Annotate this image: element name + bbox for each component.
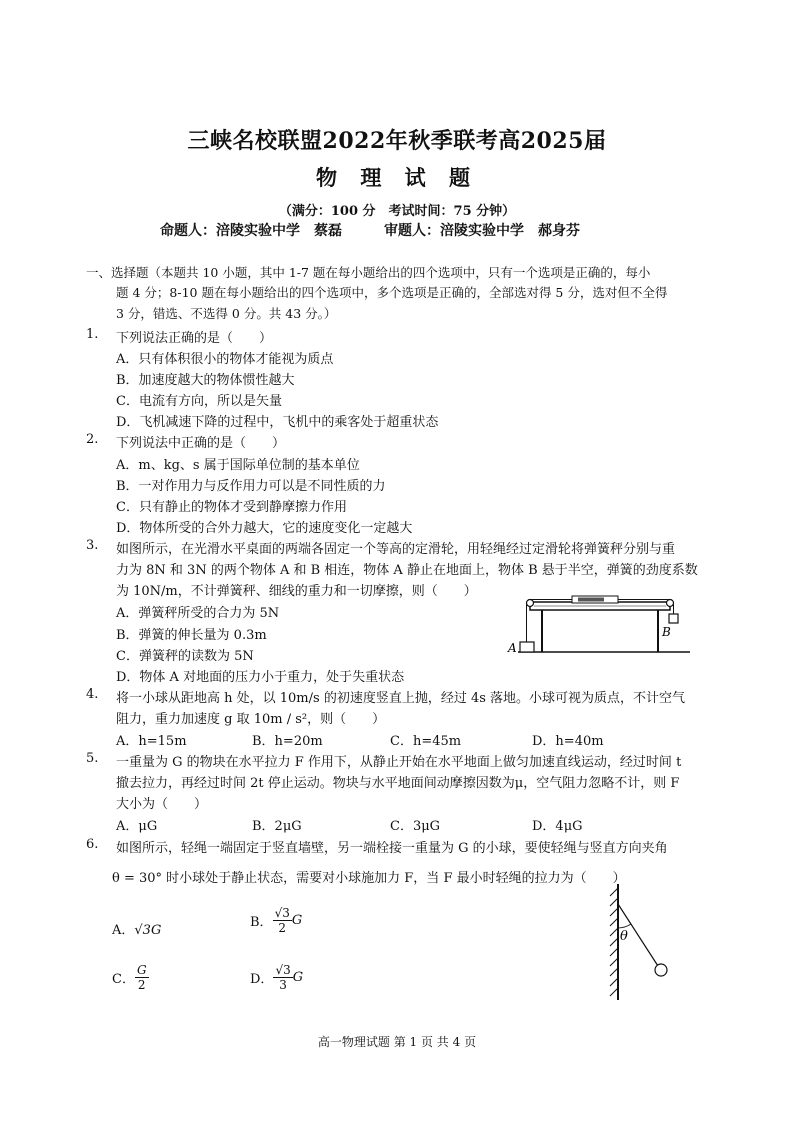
question-4-option-b: B．h=20m	[252, 734, 323, 749]
question-5-line-1: 一重量为 G 的物块在水平拉力 F 作用下，从静止开始在水平地面上做匀加速直线运动，经过时间 t	[116, 755, 682, 770]
question-5-option-a: A．μG	[116, 819, 158, 834]
question-6-option-d-numerator: √3	[275, 963, 291, 977]
question-6-option-c-fraction	[135, 963, 149, 992]
question-5-option-c: C．3μG	[390, 819, 441, 834]
question-3-figure	[500, 590, 700, 665]
exam-authors: 命题人：涪陵实验中学 蔡磊 审题人：涪陵实验中学 郝身芬	[160, 223, 580, 239]
question-6-option-c	[112, 963, 149, 992]
question-4-number: 4.	[86, 687, 99, 702]
question-3-label-a: A	[508, 641, 517, 655]
question-6-option-c-numerator: G	[136, 963, 147, 977]
question-4-option-c: C．h=45m	[390, 734, 462, 749]
question-5-option-b: B．2μG	[252, 819, 302, 834]
question-3-line-3: 为 10N/m，不计弹簧秤、细线的重力和一切摩擦，则（ ）	[116, 584, 477, 599]
question-5-number: 5.	[86, 751, 99, 766]
question-6-option-a	[112, 919, 161, 938]
question-2-stem: 下列说法中正确的是（ ）	[116, 436, 286, 451]
question-6-option-b-letter: B．	[250, 915, 273, 930]
question-3-option-b: B．弹簧的伸长量为 0.3m	[116, 628, 267, 643]
question-4-line-1: 将一小球从距地高 h 处，以 10m/s 的初速度竖直上抛，经过 4s 落地。小球可视为质点，不计空气	[116, 691, 686, 706]
question-3-number: 3.	[86, 538, 99, 553]
question-2-option-b: B．一对作用力与反作用力可以是不同性质的力	[116, 479, 386, 494]
question-4-line-2: 阻力，重力加速度 g 取 10m / s²，则（ ）	[116, 712, 386, 727]
question-3-option-d: D．物体 A 对地面的压力小于重力，处于失重状态	[116, 670, 405, 685]
question-1-option-c: C．电流有方向，所以是矢量	[116, 394, 282, 409]
question-6-option-d-letter: D．	[250, 972, 274, 987]
question-6-option-b	[250, 906, 302, 935]
section-1-intro-line-3: 3 分，错选、不选得 0 分。共 43 分。）	[116, 306, 337, 321]
exam-meta: （满分：100 分 考试时间：75 分钟）	[278, 204, 516, 219]
question-6-number: 6.	[86, 837, 99, 852]
question-6-option-c-letter: C．	[112, 972, 135, 987]
question-3-option-a: A．弹簧秤所受的合力为 5N	[116, 606, 280, 621]
question-2-option-d: D．物体所受的合外力越大，它的速度变化一定越大	[116, 521, 413, 536]
question-6-option-d-denominator: 3	[279, 978, 287, 992]
question-5-line-3: 大小为（ ）	[116, 797, 208, 812]
question-6-option-a-letter: A．	[112, 923, 135, 938]
question-6-option-b-g: G	[291, 913, 303, 928]
question-5-option-d: D．4μG	[532, 819, 583, 834]
question-3-line-1: 如图所示，在光滑水平桌面的两端各固定一个等高的定滑轮，用轻绳经过定滑轮将弹簧秤分别与重	[116, 542, 676, 557]
question-1-stem: 下列说法正确的是（ ）	[116, 331, 273, 346]
exam-subject: 物 理 试 题	[316, 165, 478, 190]
question-1-option-a: A．只有体积很小的物体才能视为质点	[116, 352, 334, 367]
question-1-option-b: B．加速度越大的物体惯性越大	[116, 373, 295, 388]
question-6-figure	[598, 884, 678, 1002]
page-title: 三峡名校联盟2022年秋季联考高2025届	[187, 128, 607, 154]
question-6-option-b-fraction	[273, 906, 292, 935]
question-5-line-2: 撤去拉力，再经过时间 2t 停止运动。物块与水平地面间动摩擦因数为μ，空气阻力忽略不计，则 F	[116, 776, 680, 791]
question-4-option-d: D．h=40m	[532, 734, 604, 749]
question-2-number: 2.	[86, 432, 99, 447]
question-6-line-2: θ = 30° 时小球处于静止状态，需要对小球施加力 F，当 F 最小时轻绳的拉力为（ ）	[112, 871, 626, 886]
page-footer: 高一物理试题 第 1 页 共 4 页	[317, 1035, 477, 1049]
question-3-line-2: 力为 8N 和 3N 的两个物体 A 和 B 相连，物体 A 静止在地面上，物体 B 悬于半空，弹簧的劲度系数	[116, 563, 698, 578]
question-6-option-d	[250, 963, 303, 992]
question-6-option-d-fraction	[273, 963, 292, 992]
section-1-intro-line-2: 题 4 分；8-10 题在每小题给出的四个选项中，多个选项是正确的，全部选对得 5 分，选对但不全得	[116, 285, 668, 300]
question-3-option-c: C．弹簧秤的读数为 5N	[116, 649, 254, 664]
question-6-option-d-g: G	[292, 970, 304, 985]
question-6-option-b-denominator: 2	[278, 921, 287, 935]
question-2-option-c: C．只有静止的物体才受到静摩擦力作用	[116, 500, 347, 515]
question-6-theta-label: θ	[620, 929, 628, 944]
question-6-option-c-denominator: 2	[137, 978, 146, 992]
question-1-option-d: D．飞机减速下降的过程中，飞机中的乘客处于超重状态	[116, 415, 439, 430]
question-1-number: 1.	[86, 327, 99, 342]
question-6-option-b-numerator: √3	[274, 906, 290, 920]
question-6-line-1: 如图所示，轻绳一端固定于竖直墙壁，另一端栓接一重量为 G 的小球，要使轻绳与竖直方向夹角	[116, 841, 668, 856]
question-4-option-a: A．h=15m	[116, 734, 187, 749]
question-6-option-a-value: √3G	[134, 923, 162, 938]
question-2-option-a: A．m、kg、s 属于国际单位制的基本单位	[116, 458, 360, 473]
section-1-intro-line-1: 一、选择题（本题共 10 小题，其中 1-7 题在每小题给出的四个选项中，只有一个选项是正确的，每小	[86, 265, 651, 280]
question-3-label-b: B	[662, 625, 671, 639]
